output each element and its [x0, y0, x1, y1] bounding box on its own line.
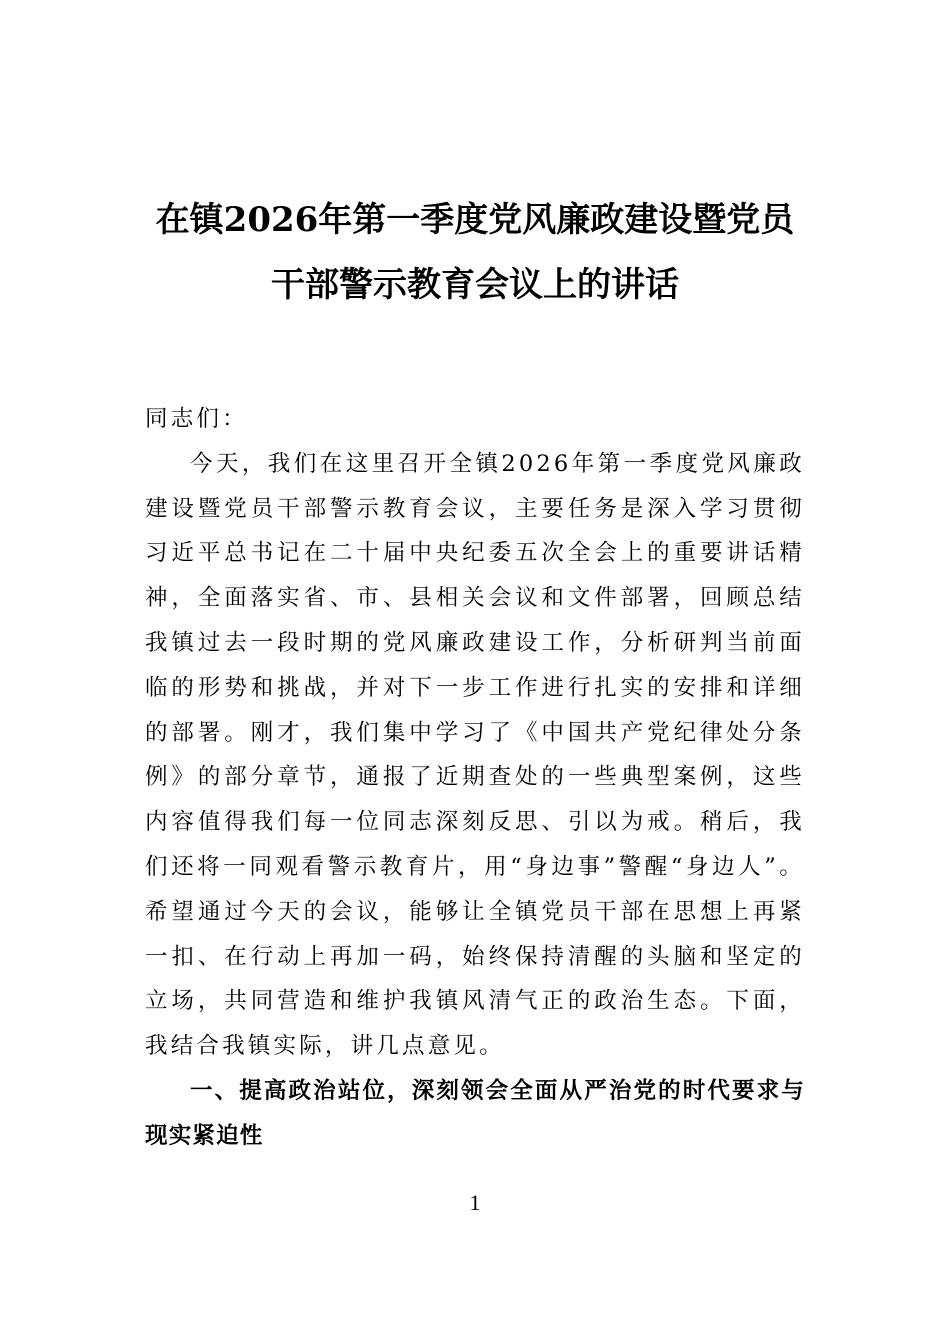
page-number: 1: [469, 1190, 481, 1215]
salutation: 同志们：: [145, 406, 248, 432]
title-line-2: 干部警示教育会议上的讲话: [271, 265, 679, 305]
intro-paragraph: 今天，我们在这里召开全镇2026年第一季度党风廉政建设暨党员干部警示教育会议，主要任务是深入学习贯彻习近平总书记在二十届中央纪委五次全会上的重要讲话精神，全面落实省、市、县相关会议和文件部署，回顾总结我镇过去一段时期的党风廉政建设工作，分析研判当前面临的形势和挑战，并对下一步工作进行扎实的安排和详细的部署。刚才，我们集中学习了《中国共产党纪律处分条例》的部分章节，通报了近期查处的一些典型案例，这些内容值得我们每一位同志深刻反思、引以为戒。稍后，我们还将一同观看警示教育片，用“身边事”警醒“身边人”。希望通过今天的会议，能够让全镇党员干部在思想上再紧一扣、在行动上再加一码，始终保持清醒的头脑和坚定的立场，共同营造和维护我镇风清气正的政治生态。下面，我结合我镇实际，讲几点意见。: [145, 450, 805, 1060]
document-title: [145, 188, 805, 318]
section-heading-1: 一、提高政治站位，深刻领会全面从严治党的时代要求与现实紧迫性: [145, 1077, 805, 1149]
document-body: [145, 397, 805, 1159]
title-line-1: 在镇2026年第一季度党风廉政建设暨党员: [155, 200, 795, 240]
